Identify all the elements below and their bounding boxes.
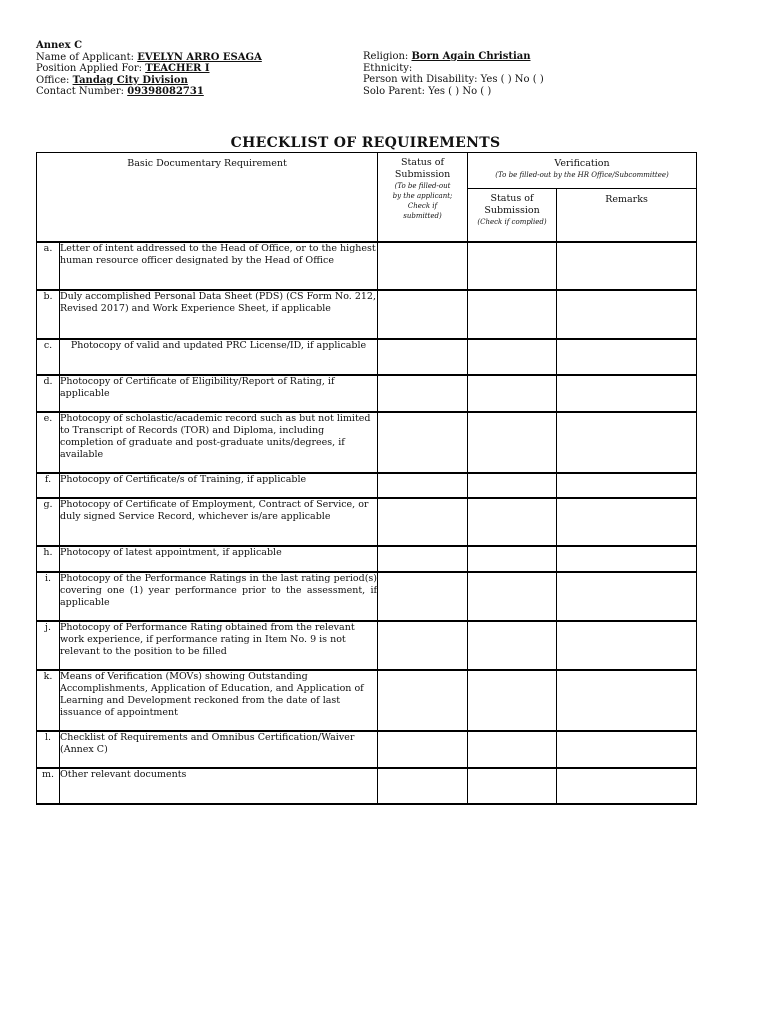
ver-status-cell[interactable] [468, 572, 557, 621]
ver-status-cell[interactable] [468, 731, 557, 768]
table-row [37, 572, 697, 621]
row-letter: i. [37, 572, 60, 621]
requirement-column-header: Basic Documentary Requirement [37, 153, 378, 242]
remarks-cell[interactable] [557, 731, 697, 768]
religion-value: Born Again Christian [411, 51, 531, 62]
row-requirement: Photocopy of Certificate of Eligibility/Report of Rating, if applicable [60, 375, 378, 412]
row-letter: a. [37, 242, 60, 290]
personal-info [363, 51, 693, 97]
row-requirement: Letter of intent addressed to the Head of Office, or to the highest human resource officer designated by the Head of Office [60, 242, 378, 290]
row-requirement: Photocopy of valid and updated PRC License/ID, if applicable [60, 339, 378, 375]
row-letter: d. [37, 375, 60, 412]
status-cell[interactable] [378, 498, 468, 546]
ver-status-cell[interactable] [468, 375, 557, 412]
table-row [37, 768, 697, 804]
ver-status-cell[interactable] [468, 768, 557, 804]
ver-status-cell[interactable] [468, 473, 557, 498]
remarks-cell[interactable] [557, 412, 697, 473]
ver-status-cell[interactable] [468, 621, 557, 670]
table-row [37, 412, 697, 473]
office-row [36, 75, 356, 87]
ver-status-column-note: (Check if complied) [477, 218, 547, 226]
remarks-cell[interactable] [557, 670, 697, 731]
table-header-row [37, 153, 697, 189]
ver-status-cell[interactable] [468, 339, 557, 375]
remarks-cell[interactable] [557, 621, 697, 670]
contact-row [36, 86, 356, 98]
applicant-info [36, 40, 356, 98]
ver-status-cell[interactable] [468, 412, 557, 473]
table-row [37, 621, 697, 670]
status-column-header: Status of Submission (To be filled-out by the applicant; Check if submitted) [378, 153, 468, 242]
remarks-cell[interactable] [557, 339, 697, 375]
row-letter: j. [37, 621, 60, 670]
ver-status-cell[interactable] [468, 546, 557, 572]
status-cell[interactable] [378, 572, 468, 621]
verification-column-note: (To be filled-out by the HR Office/Subcommittee) [495, 171, 669, 179]
solo-parent-label: Solo Parent: Yes ( ) No ( ) [363, 85, 492, 97]
status-cell[interactable] [378, 375, 468, 412]
row-requirement: Duly accomplished Personal Data Sheet (PDS) (CS Form No. 212, Revised 2017) and Work Experience Sheet, if applicable [60, 290, 378, 339]
row-letter: f. [37, 473, 60, 498]
religion-label: Religion: [363, 51, 409, 62]
status-cell[interactable] [378, 242, 468, 290]
table-row [37, 498, 697, 546]
table-row [37, 731, 697, 768]
office-label: Office: [36, 74, 70, 86]
remarks-cell[interactable] [557, 375, 697, 412]
ver-status-column-header: Status of Submission (Check if complied) [468, 189, 557, 242]
ver-status-cell[interactable] [468, 498, 557, 546]
status-cell[interactable] [378, 670, 468, 731]
ver-status-cell[interactable] [468, 242, 557, 290]
status-cell[interactable] [378, 731, 468, 768]
name-row [36, 52, 356, 64]
status-cell[interactable] [378, 339, 468, 375]
row-letter: e. [37, 412, 60, 473]
status-cell[interactable] [378, 290, 468, 339]
remarks-cell[interactable] [557, 768, 697, 804]
table-row [37, 290, 697, 339]
position-label: Position Applied For: [36, 63, 143, 74]
office-value: Tandag City Division [72, 74, 188, 86]
remarks-cell[interactable] [557, 242, 697, 290]
row-requirement: Photocopy of the Performance Ratings in the last rating period(s) covering one (1) year performance prior to the assessment, if applicable [60, 572, 378, 621]
status-cell[interactable] [378, 546, 468, 572]
row-requirement: Other relevant documents [60, 768, 378, 804]
ver-status-cell[interactable] [468, 670, 557, 731]
row-requirement: Photocopy of Performance Rating obtained from the relevant work experience, if performance rating in Item No. 9 is not relevant to the position to be filled [60, 621, 378, 670]
row-letter: l. [37, 731, 60, 768]
table-row [37, 670, 697, 731]
annex-label: Annex C [36, 40, 83, 51]
row-letter: g. [37, 498, 60, 546]
status-cell[interactable] [378, 473, 468, 498]
status-cell[interactable] [378, 768, 468, 804]
table-row [37, 546, 697, 572]
name-value: EVELYN ARRO ESAGA [137, 51, 262, 63]
remarks-cell[interactable] [557, 546, 697, 572]
row-letter: m. [37, 768, 60, 804]
status-cell[interactable] [378, 412, 468, 473]
row-requirement: Photocopy of latest appointment, if applicable [60, 546, 378, 572]
table-row [37, 375, 697, 412]
page-title: CHECKLIST OF REQUIREMENTS [230, 135, 501, 151]
row-requirement: Photocopy of Certificate of Employment, Contract of Service, or duly signed Service Record, whichever is/are applicable [60, 498, 378, 546]
remarks-cell[interactable] [557, 473, 697, 498]
religion-row [363, 51, 693, 63]
remarks-column-header: Remarks [557, 189, 697, 242]
row-letter: b. [37, 290, 60, 339]
requirements-table [36, 152, 697, 805]
position-row [36, 63, 356, 75]
row-letter: k. [37, 670, 60, 731]
table-row [37, 242, 697, 290]
status-column-note: (To be filled-out by the applicant; Check if submitted) [392, 182, 453, 220]
ver-status-cell[interactable] [468, 290, 557, 339]
row-letter: h. [37, 546, 60, 572]
contact-value: 09398082731 [127, 86, 204, 97]
contact-label: Contact Number: [36, 86, 125, 97]
remarks-cell[interactable] [557, 498, 697, 546]
row-letter: c. [37, 339, 60, 375]
table-row [37, 339, 697, 375]
name-label: Name of Applicant: [36, 51, 135, 63]
position-value: TEACHER I [145, 63, 210, 74]
row-requirement: Means of Verification (MOVs) showing Outstanding Accomplishments, Application of Education, and Application of Learning and Development reckoned from the date of last issuance of appointment [60, 670, 378, 731]
pwd-label: Person with Disability: Yes ( ) No ( ) [363, 74, 544, 85]
row-requirement: Photocopy of scholastic/academic record such as but not limited to Transcript of Records (TOR) and Diploma, including completion of graduate and post-graduate units/degrees, if available [60, 412, 378, 473]
row-requirement: Photocopy of Certificate/s of Training, if applicable [60, 473, 378, 498]
row-requirement: Checklist of Requirements and Omnibus Certification/Waiver (Annex C) [60, 731, 378, 768]
ethnicity-label: Ethnicity: [363, 62, 413, 74]
status-cell[interactable] [378, 621, 468, 670]
remarks-cell[interactable] [557, 290, 697, 339]
table-row [37, 473, 697, 498]
verification-column-header: Verification (To be filled-out by the HR Office/Subcommittee) [468, 153, 697, 189]
remarks-cell[interactable] [557, 572, 697, 621]
